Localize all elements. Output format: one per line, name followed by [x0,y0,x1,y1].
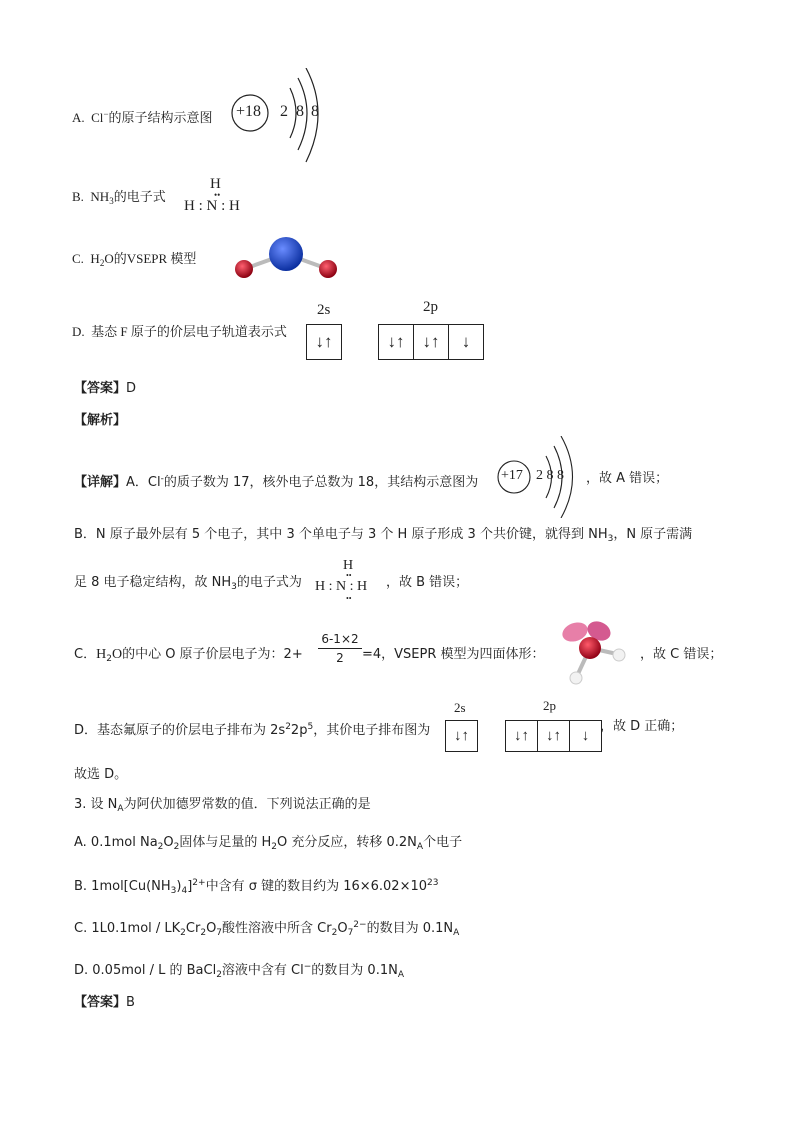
q3a-s4: A [416,842,424,852]
orbital-cell: ↓ [581,727,590,744]
detail-d-text2: 2p [290,723,308,738]
answer-2 [74,994,135,1012]
answer-label: 【答案】 [74,381,127,396]
lewis-row-small: H : N : H [315,579,368,594]
detail-a-start: A．Cl [126,475,161,490]
detail-a-charge: - [160,474,164,484]
shell-2: 8 [296,103,304,120]
analysis-label: 【解析】 [74,413,127,428]
orbital-2s-label-small: 2s [454,700,466,715]
detail-c-end: ，故 C 错误； [640,647,723,662]
option-d [72,323,287,341]
answer2-label: 【答案】 [74,995,127,1010]
option-b [72,188,166,210]
q3c-1: C. 1L0.1mol / LK [74,921,181,936]
option-c-species: H [90,251,100,266]
q3b-3: ] [187,879,193,894]
detail-d-end: ，故 D 正确； [600,719,684,734]
option-a-charge: − [103,109,109,119]
q3c-4: 酸性溶液中所含 Cr [222,921,332,936]
q3a-3: 固体与足量的 H [179,835,272,850]
detail-b2-end: ，故 B 错误； [386,575,469,590]
q3-option-d [74,958,404,984]
nh3-lewis-structure [184,176,254,218]
orbital-cell: ↓↑ [506,721,538,751]
q3-option-b [74,874,438,900]
q3c-5: O [337,921,348,936]
q3-stem-b: 为阿伏加德罗常数的值．下列说法正确的是 [123,797,371,812]
detail-c-species2: O [111,647,123,662]
answer-1 [74,380,136,398]
cl-structure-diagram-small [496,436,588,518]
detail-b1-end: ，N 原子需满 [613,527,693,542]
detail-line-c [74,646,303,668]
detail-a-end: ，故 A 错误； [586,471,669,486]
detail-d-text: D．基态氟原子的价层电子排布为 2s [74,723,286,738]
q3-stem-sub: A [117,804,124,814]
q3b-sup: 2+ [192,878,206,888]
detail-c-prefix: C． [74,647,97,662]
option-c-species2: O [104,251,114,266]
q3c-3: O [206,921,217,936]
q3b-2: ) [176,879,182,894]
option-c-prefix: C. [72,251,84,266]
q3a-1: A. 0.1mol Na [74,835,158,850]
q3c-s4: 2 [331,928,338,938]
detail-line-a [74,470,478,492]
option-b-species: NH [90,189,110,204]
detail-conclusion: 故选 D。 [74,767,128,782]
tetrahedral-model [555,618,635,688]
shell-1: 2 [280,103,288,120]
nh3-lewis-structure-small [315,558,385,604]
detail-line-b2 [74,574,302,596]
fraction-denominator: 2 [336,651,344,665]
orbital-2s-box-small [445,720,478,752]
q3a-s3: 2 [271,842,278,852]
fraction [318,632,362,672]
q3a-5: 个电子 [423,835,463,850]
lewis-dots-top-small: •• [346,571,352,580]
orbital-2p-label-small: 2p [543,698,556,713]
orbital-cell: ↓↑ [538,721,570,751]
detail-d-text3: ，其价电子排布图为 [313,723,431,738]
shell-3: 8 [311,103,319,120]
fraction-bar [318,648,362,649]
q3-stem-a: 3. 设 N [74,797,118,812]
answer-value: D [126,381,137,396]
q3-option-a [74,834,462,856]
option-d-prefix: D. [72,324,85,339]
q3c-s5: 7 [347,928,354,938]
option-c-sub: 2 [99,258,105,268]
q3b-1: B. 1mol[Cu(NH [74,879,171,894]
orbital-cell: ↓↑ [379,325,414,359]
orbital-cell: ↓ [461,332,471,351]
orbital-cell: ↓↑ [414,325,449,359]
q3b-4: 中含有 σ 键的数目约为 16×6.02×10 [205,879,428,894]
q3-stem [74,796,371,818]
q3a-2: O [163,835,174,850]
orbital-cell: ↓↑ [315,332,333,351]
option-a-text: 的原子结构示意图 [108,110,213,125]
q3b-sup2: 23 [427,878,439,888]
q3c-s3: 7 [216,928,223,938]
q3d-1: D. 0.05mol / L 的 BaCl [74,963,217,978]
q3d-s1: 2 [216,970,222,980]
detail-b1-text: B．N 原子最外层有 5 个电子，其中 3 个单电子与 3 个 H 原子形成 3 个共价键，就得到 NH [74,527,608,542]
orbital-2s-box [306,324,342,360]
detail-label: 【详解】 [74,475,127,490]
q3c-s2: 2 [200,928,207,938]
q3d-3: 的数目为 0.1N [311,963,398,978]
q3a-s1: 2 [157,842,164,852]
detail-b2-text: 足 8 电子稳定结构，故 NH [74,575,232,590]
q3c-6: 的数目为 0.1N [366,921,454,936]
lewis-dots-bottom-small: •• [346,594,352,603]
q3d-s2: A [397,970,405,980]
q3a-s2: 2 [173,842,180,852]
option-b-text: 的电子式 [113,189,166,204]
orbital-2s-label: 2s [317,302,331,318]
lewis-dots-top: •• [214,190,221,200]
option-c [72,250,196,272]
detail-d-sup2: 5 [307,722,314,732]
lewis-row: H : N : H [184,198,240,214]
q3-option-c [74,916,459,942]
option-a-species: Cl [91,110,104,125]
orbital-2p-label: 2p [423,299,438,315]
detail-line-d [74,718,430,740]
bent-molecule-model [234,234,342,284]
q3b-s1: 3 [170,886,177,896]
fraction-numerator: 6-1×2 [321,632,359,646]
q3b-s2: 4 [181,886,188,896]
option-c-text: 的VSEPR 模型 [113,251,197,266]
option-a-prefix: A. [72,110,85,125]
orbital-2p-box [378,324,484,360]
q3d-2: 溶液中含有 Cl [221,963,304,978]
nucleus-label-small: +17 [501,468,523,483]
q3c-2: Cr [185,921,201,936]
detail-d-sup1: 2 [285,722,291,732]
detail-b1-sub: 3 [607,534,614,544]
detail-line-b1 [74,526,692,548]
detail-c-sub: 2 [106,654,112,664]
lewis-top-h-small: H [343,558,354,573]
nucleus-label: +18 [236,103,262,120]
detail-c-species: H [96,647,107,662]
option-a [72,105,213,127]
q3a-4: O 充分反应，转移 0.2N [277,835,417,850]
option-d-text: 基态 F 原子的价层电子轨道表示式 [91,324,287,339]
shells-label-small: 2 8 8 [536,468,564,483]
option-b-prefix: B. [72,189,84,204]
orbital-cell: ↓↑ [454,727,469,744]
q3c-s6: A [453,928,460,938]
detail-c-text: 的中心 O 原子价层电子为：2+ [122,647,303,662]
orbital-2p-box-small [505,720,602,752]
detail-a-text: 的质子数为 17，核外电子总数为 18，其结构示意图为 [163,475,479,490]
answer2-value: B [126,995,135,1010]
detail-c-text2: =4，VSEPR 模型为四面体形： [362,647,545,662]
q3d-sup: − [303,962,312,972]
cl-ion-structure-diagram [230,68,330,163]
detail-b2-text2: 的电子式为 [236,575,302,590]
q3c-s1: 2 [180,928,186,938]
option-b-sub: 3 [109,196,114,206]
detail-b2-sub: 3 [231,582,237,592]
lewis-top-h: H [210,176,221,192]
q3c-sup: 2− [353,920,367,930]
